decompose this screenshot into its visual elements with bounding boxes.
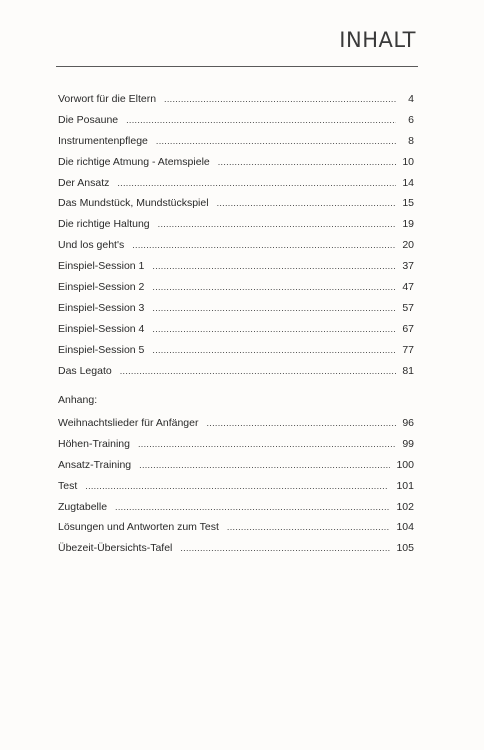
toc-entry: [58, 277, 414, 298]
toc-entry-page: 104: [396, 521, 414, 534]
toc-leader-dots: [156, 131, 396, 152]
toc-leader-dots: [227, 517, 391, 538]
toc-entry-title: Einspiel-Session 5: [58, 343, 145, 356]
toc-entry-page: 100: [396, 458, 414, 471]
toc-entry-title: Das Legato: [58, 364, 112, 377]
toc-entry: [58, 340, 414, 361]
toc-appendix-list: [58, 413, 414, 559]
toc-entry-title: Das Mundstück, Mundstückspiel: [58, 197, 209, 210]
toc-leader-dots: [126, 110, 396, 131]
toc-leader-dots: [120, 361, 396, 382]
toc-entry-title: Der Ansatz: [58, 176, 110, 189]
toc-entry-title: Instrumentenpflege: [58, 134, 148, 147]
toc-leader-dots: [152, 340, 396, 361]
toc-entry-page: 105: [396, 542, 414, 555]
toc-entry: [58, 455, 414, 476]
toc-entry-page: 14: [402, 176, 414, 189]
toc-leader-dots: [164, 89, 396, 110]
toc-entry: [58, 256, 414, 277]
toc-entry: [58, 298, 414, 319]
toc-entry: [58, 497, 414, 518]
toc-entry-page: 8: [408, 134, 414, 147]
toc-entry-title: Die richtige Atmung - Atemspiele: [58, 155, 210, 168]
toc-entry-page: 10: [402, 155, 414, 168]
toc-entry-title: Weihnachtslieder für Anfänger: [58, 417, 199, 429]
toc-entry: [58, 319, 414, 340]
toc-entry-title: Einspiel-Session 3: [58, 301, 145, 314]
appendix-heading: Anhang:: [58, 394, 98, 406]
toc-entry-page: 37: [402, 260, 414, 273]
toc-leader-dots: [152, 277, 396, 298]
toc-entry-page: 19: [402, 218, 414, 231]
toc-entry-page: 67: [402, 322, 414, 335]
toc-entry-page: 96: [402, 417, 414, 429]
toc-entry-page: 101: [396, 479, 414, 492]
toc-entry-page: 99: [402, 437, 414, 450]
toc-entry-title: Die Posaune: [58, 113, 119, 126]
toc-entry: [58, 131, 414, 152]
toc-entry-title: Einspiel-Session 4: [58, 322, 145, 335]
toc-entry-title: Ansatz-Training: [58, 458, 132, 471]
toc-leader-dots: [138, 434, 396, 455]
toc-entry-title: Die richtige Haltung: [58, 218, 150, 231]
toc-leader-dots: [180, 538, 390, 559]
toc-entry-title: Und los geht's: [58, 239, 125, 252]
toc-entry: [58, 538, 414, 559]
toc-entry-page: 102: [396, 500, 414, 513]
toc-leader-dots: [117, 173, 396, 194]
toc-leader-dots: [85, 476, 390, 497]
toc-entry-page: 15: [402, 197, 414, 210]
toc-entry: [58, 193, 414, 214]
toc-entry-title: Höhen-Training: [58, 437, 130, 450]
toc-entry: [58, 152, 414, 173]
toc-entry: [58, 89, 414, 110]
toc-entry-title: Vorwort für die Eltern: [58, 93, 157, 105]
toc-main-list: [58, 89, 414, 381]
toc-entry-title: Lösungen und Antworten zum Test: [58, 521, 219, 534]
toc-leader-dots: [132, 235, 396, 256]
toc-leader-dots: [152, 298, 396, 319]
toc-entry-page: 6: [408, 113, 414, 126]
toc-entry: [58, 173, 414, 194]
toc-leader-dots: [115, 497, 390, 518]
toc-leader-dots: [218, 152, 396, 173]
toc-entry-page: 4: [408, 93, 414, 105]
toc-entry: [58, 476, 414, 497]
toc-entry: [58, 517, 414, 538]
toc-entry: [58, 235, 414, 256]
toc-entry-title: Einspiel-Session 1: [58, 260, 145, 273]
title-divider: [56, 66, 418, 67]
toc-leader-dots: [139, 455, 390, 476]
toc-entry-title: Einspiel-Session 2: [58, 281, 145, 294]
toc-leader-dots: [152, 319, 396, 340]
toc-entry: [58, 413, 414, 434]
toc-entry: [58, 434, 414, 455]
toc-entry-title: Test: [58, 479, 78, 492]
toc-entry: [58, 361, 414, 382]
toc-entry-title: Zugtabelle: [58, 500, 108, 513]
toc-entry-page: 57: [402, 301, 414, 314]
toc-entry: [58, 214, 414, 235]
toc-entry-title: Übezeit-Übersichts-Tafel: [58, 542, 173, 555]
page-title: INHALT: [339, 28, 416, 52]
toc-entry-page: 81: [402, 364, 414, 377]
toc-entry: [58, 110, 414, 131]
toc-leader-dots: [217, 193, 396, 214]
toc-leader-dots: [152, 256, 396, 277]
toc-entry-page: 77: [402, 343, 414, 356]
toc-entry-page: 47: [402, 281, 414, 294]
toc-entry-page: 20: [402, 239, 414, 252]
toc-leader-dots: [206, 413, 396, 434]
toc-leader-dots: [158, 214, 396, 235]
